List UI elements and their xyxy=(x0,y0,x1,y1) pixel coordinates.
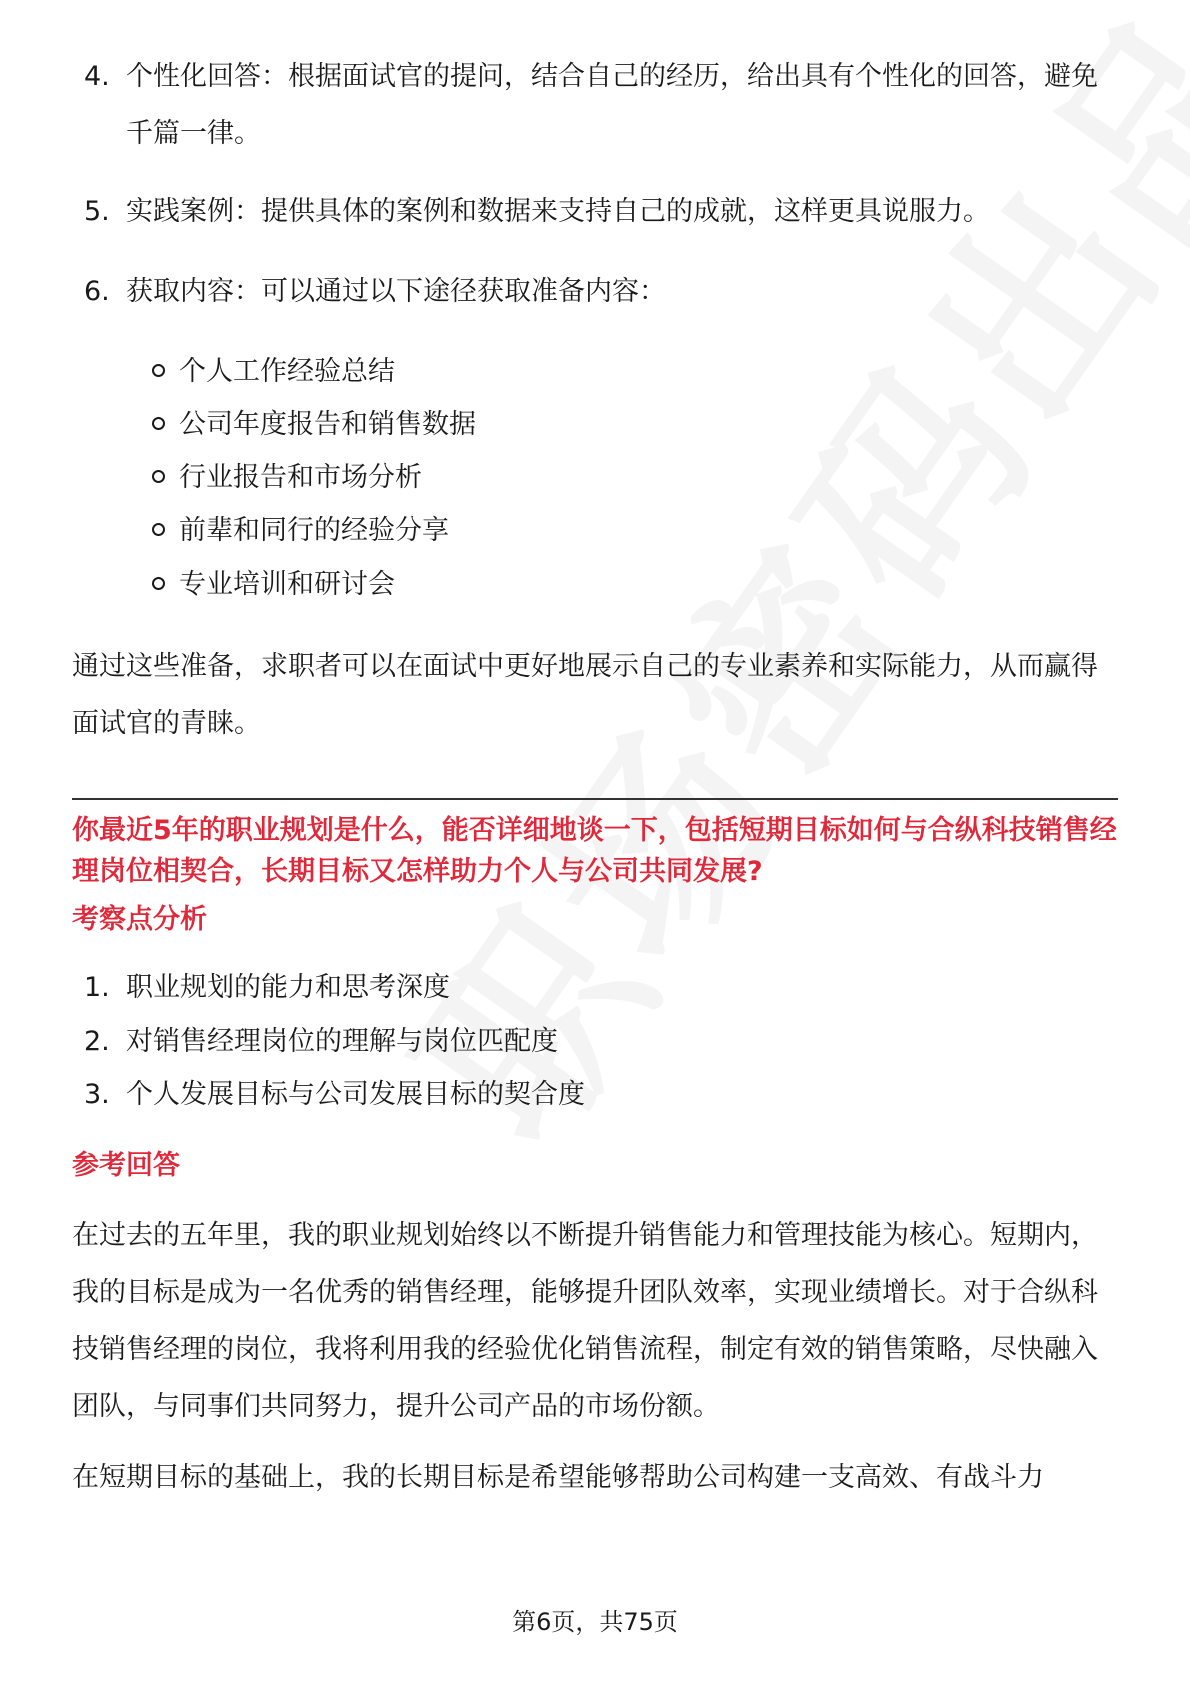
list-number: 4. xyxy=(84,61,110,92)
answer-paragraph: 在过去的五年里，我的职业规划始终以不断提升销售能力和管理技能为核心。短期内，我的目标是成为一名优秀的销售经理，能够提升团队效率，实现业绩增长。对于合纵科技销售经理的岗位，我将利用我的经验优化销售流程，制定有效的销售策略，尽快融入团队，与同事们共同努力，提升公司产品的市场份额。 xyxy=(72,1220,1098,1422)
sub-bullet-text: 个人工作经验总结 xyxy=(179,356,395,387)
analysis-item xyxy=(84,1022,558,1062)
circle-bullet-icon xyxy=(152,577,165,590)
analysis-item xyxy=(84,968,450,1008)
sub-bullet xyxy=(152,352,395,392)
section-divider xyxy=(72,798,1118,800)
sub-bullet xyxy=(152,511,449,551)
circle-bullet-icon xyxy=(152,364,165,377)
sub-bullet xyxy=(152,405,476,445)
sub-bullet-text: 专业培训和研讨会 xyxy=(179,569,395,600)
circle-bullet-icon xyxy=(152,470,165,483)
list-item xyxy=(84,183,1114,240)
answer-heading: 参考回答 xyxy=(72,1150,180,1181)
list-text: 获取内容：可以通过以下途径获取准备内容： xyxy=(126,276,666,307)
circle-bullet-icon xyxy=(152,523,165,536)
circle-bullet-icon xyxy=(152,417,165,430)
list-item xyxy=(84,263,1114,320)
analysis-heading: 考察点分析 xyxy=(72,904,207,935)
list-item xyxy=(84,48,1114,162)
list-text: 对销售经理岗位的理解与岗位匹配度 xyxy=(126,1026,558,1057)
sub-bullet-text: 前辈和同行的经验分享 xyxy=(179,515,449,546)
list-number: 1. xyxy=(84,972,110,1003)
list-number: 6. xyxy=(84,276,110,307)
question-title: 你最近5年的职业规划是什么，能否详细地谈一下，包括短期目标如何与合纵科技销售经理岗位相契合，长期目标又怎样助力个人与公司共同发展? xyxy=(72,815,1117,887)
list-number: 2. xyxy=(84,1026,110,1057)
list-text: 个性化回答：根据面试官的提问，结合自己的经历，给出具有个性化的回答，避免千篇一律。 xyxy=(126,61,1098,149)
summary-paragraph: 通过这些准备，求职者可以在面试中更好地展示自己的专业素养和实际能力，从而赢得面试官的青睐。 xyxy=(72,651,1098,739)
list-number: 5. xyxy=(84,196,110,227)
list-text: 实践案例：提供具体的案例和数据来支持自己的成就，这样更具说服力。 xyxy=(126,196,990,227)
analysis-item xyxy=(84,1075,585,1115)
answer-paragraph: 在短期目标的基础上，我的长期目标是希望能够帮助公司构建一支高效、有战斗力 xyxy=(72,1462,1044,1493)
sub-bullet xyxy=(152,565,395,605)
list-text: 职业规划的能力和思考深度 xyxy=(126,972,450,1003)
sub-bullet-text: 行业报告和市场分析 xyxy=(179,462,422,493)
sub-bullet xyxy=(152,458,422,498)
list-number: 3. xyxy=(84,1079,110,1110)
list-text: 个人发展目标与公司发展目标的契合度 xyxy=(126,1079,585,1110)
page-footer: 第6页，共75页 xyxy=(512,1608,678,1636)
sub-bullet-text: 公司年度报告和销售数据 xyxy=(179,409,476,440)
